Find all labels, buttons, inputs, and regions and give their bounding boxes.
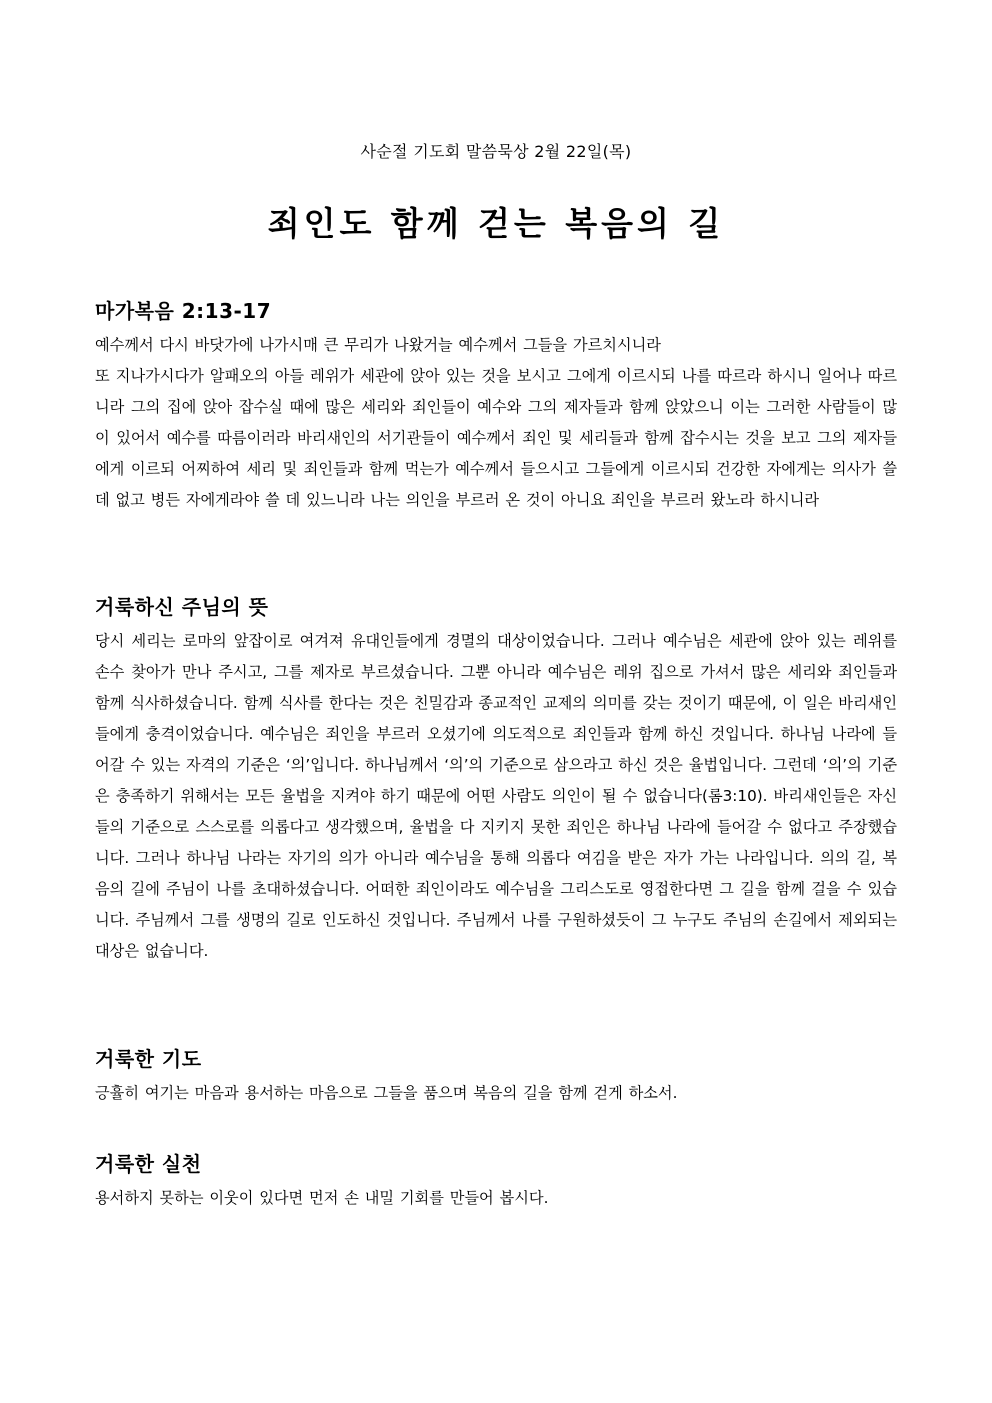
section-heading: 거룩한 기도 — [95, 1047, 202, 1071]
body-line: 예수께서 다시 바닷가에 나가시매 큰 무리가 나왔거늘 예수께서 그들을 가르치시니라 — [95, 336, 661, 354]
section-heading: 거룩하신 주님의 뜻 — [95, 595, 269, 619]
section-body — [95, 330, 897, 516]
body-line: 당시 세리는 로마의 앞잡이로 여겨져 유대인들에게 경멸의 대상이었습니다. 그러나 예수님은 세관에 앉아 있는 레위를 손수 찾아가 만나 주시고, 그를 제자로 부르셨습니다. 그뿐 아니라 예수님은 레위 집으로 가셔서 많은 세리와 죄인들과 함께 식사하셨습니다. 함께 식사를 한다는 것은 친밀감과 종교적인 교제의 의미를 갖는 것이기 때문에, 이 일은 바리새인들에게 충격이었습니다. 예수님은 죄인을 부르러 오셨기에 의도적으로 죄인들과 함께 하신 것입니다. 하나님 나라에 들어갈 수 있는 자격의 기준은 ‘의’입니다. 하나님께서 ‘의’의 기준으로 삼으라고 하신 것은 율법입니다. 그런데 ‘의’의 기준은 충족하기 위해서는 모든 율법을 지켜야 하기 때문에 어떤 사람도 의인이 될 수 없습니다(롬3:10). 바리새인들은 자신들의 기준으로 스스로를 의롭다고 생각했으며, 율법을 다 지키지 못한 죄인은 하나님 나라에 들어갈 수 없다고 주장했습니다. 그러나 하나님 나라는 자기의 의가 아니라 예수님을 통해 의롭다 여김을 받은 자가 가는 나라입니다. 의의 길, 복음의 길에 주님이 나를 초대하셨습니다. 어떠한 죄인이라도 예수님을 그리스도로 영접한다면 그 길을 함께 걸을 수 있습니다. 주님께서 그를 생명의 길로 인도하신 것입니다. 주님께서 나를 구원하셨듯이 그 누구도 주님의 손길에서 제외되는 대상은 없습니다. — [95, 632, 897, 960]
section-scripture — [95, 298, 897, 516]
section-body — [95, 626, 897, 967]
section-body — [95, 1183, 897, 1214]
page-title: 죄인도 함께 걷는 복음의 길 — [267, 204, 725, 243]
section-heading: 거룩한 실천 — [95, 1152, 202, 1176]
body-line: 긍휼히 여기는 마음과 용서하는 마음으로 그들을 품으며 복음의 길을 함께 걷게 하소서. — [95, 1084, 678, 1102]
section-prayer — [95, 1046, 897, 1109]
section-meditation — [95, 594, 897, 967]
section-body — [95, 1078, 897, 1109]
section-heading: 마가복음 2:13-17 — [95, 299, 272, 323]
page-subtitle: 사순절 기도회 말씀묵상 2월 22일(목) — [360, 142, 632, 161]
section-practice — [95, 1151, 897, 1214]
body-line: 또 지나가시다가 알패오의 아들 레위가 세관에 앉아 있는 것을 보시고 그에게 이르시되 나를 따르라 하시니 일어나 따르니라 그의 집에 앉아 잡수실 때에 많은 세리와 죄인들이 예수와 그의 제자들과 함께 앉았으니 이는 그러한 사람들이 많이 있어서 예수를 따름이러라 바리새인의 서기관들이 예수께서 죄인 및 세리들과 함께 잡수시는 것을 보고 그의 제자들에게 이르되 어찌하여 세리 및 죄인들과 함께 먹는가 예수께서 들으시고 그들에게 이르시되 건강한 자에게는 의사가 쓸 데 없고 병든 자에게라야 쓸 데 있느니라 나는 의인을 부르러 온 것이 아니요 죄인을 부르러 왔노라 하시니라 — [95, 367, 897, 509]
body-line: 용서하지 못하는 이웃이 있다면 먼저 손 내밀 기회를 만들어 봅시다. — [95, 1189, 549, 1207]
